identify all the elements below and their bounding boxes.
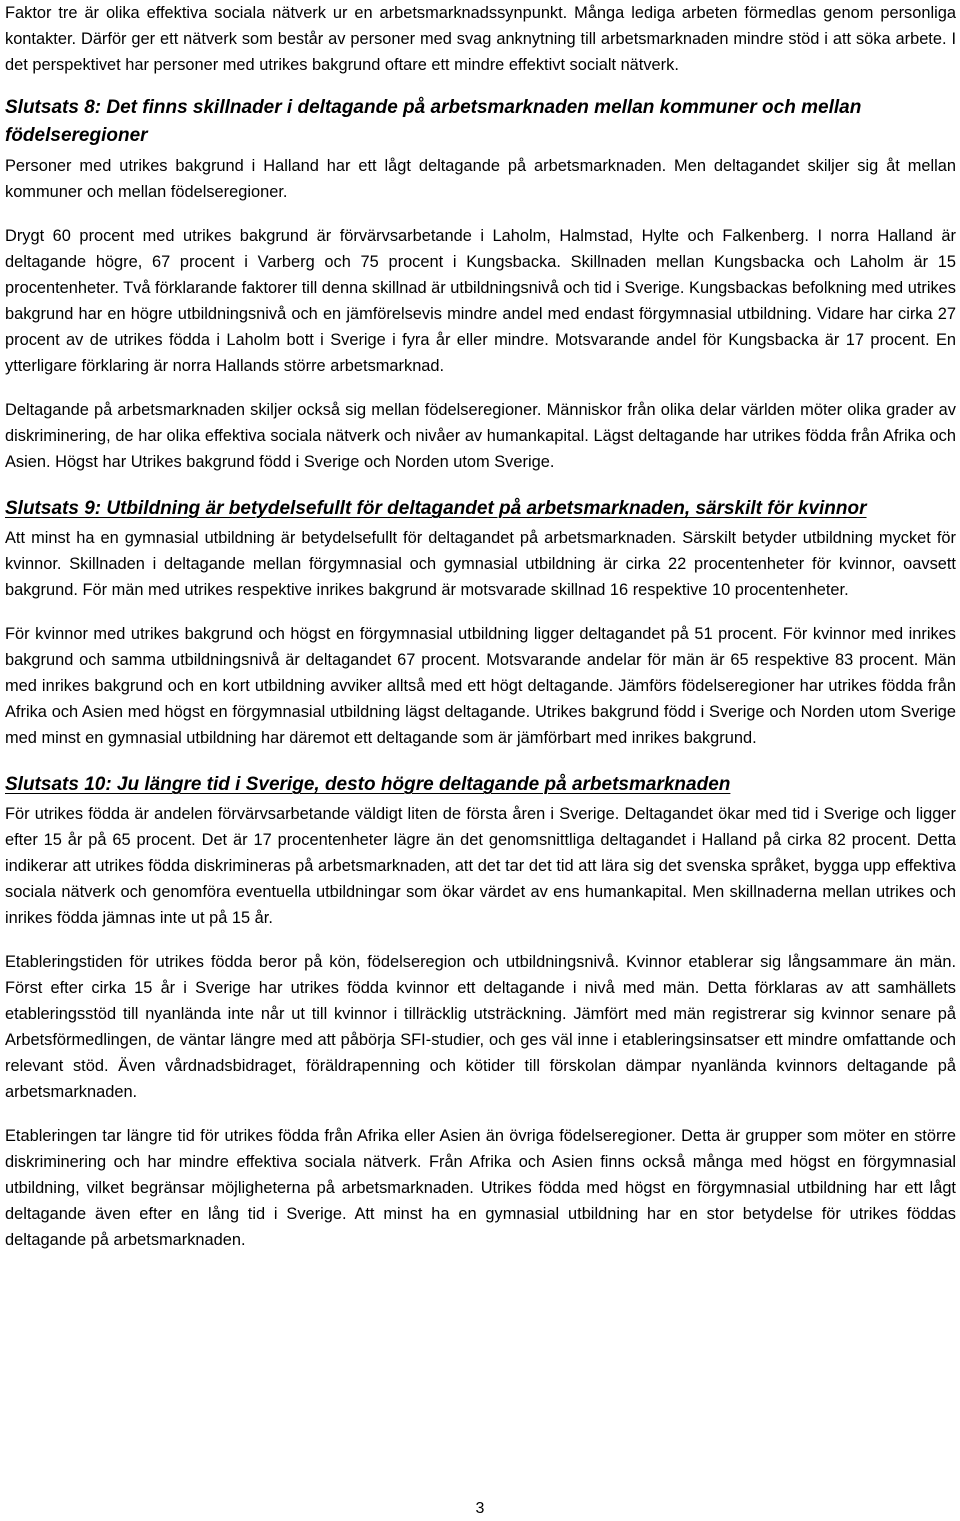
conclusion-8-paragraph-1: Personer med utrikes bakgrund i Halland har ett lågt deltagande på arbetsmarknaden. Men deltagandet skiljer sig åt mellan kommuner och mellan födelseregioner.: [5, 157, 956, 201]
conclusion-10-paragraph-1: För utrikes födda är andelen förvärvsarbetande väldigt liten de första åren i Sverige. Deltagandet ökar med tid i Sverige och ligger efter 15 år på 65 procent. Det är 17 procentenheter lägre än det genomsnittliga deltagandet i Halland på cirka 82 procent. Detta indikerar att utrikes födda diskrimineras på arbetsmarknaden, att det tar det tid att lära sig det svenska språket, bygga upp effektiva sociala nätverk och genomföra eventuella utbildningar som ökar värdet av ens humankapital. Men skillnaderna mellan utrikes och inrikes födda jämnas inte ut på 15 år.: [5, 805, 956, 927]
page-number: 3: [475, 1500, 485, 1517]
conclusion-9-paragraph-1: Att minst ha en gymnasial utbildning är betydelsefullt för deltagandet på arbetsmarknaden. Särskilt betyder utbildning mycket för kvinnor. Skillnaden i deltagande mellan förgymnasial och gymnasial utbildning är cirka 22 procentenheter för kvinnor, oavsett bakgrund. För män med utrikes respektive inrikes bakgrund är motsvarade skillnad 16 respektive 10 procentenheter.: [5, 529, 956, 599]
conclusion-9-paragraph-2: För kvinnor med utrikes bakgrund och högst en förgymnasial utbildning ligger deltagandet på 51 procent. För kvinnor med inrikes bakgrund och samma utbildningsnivå är deltagandet 67 procent. Motsvarande andelar för män är 65 respektive 83 procent. Män med inrikes bakgrund och en kort utbildning avviker alltså med ett högt deltagande. Jämförs födelseregioner har utrikes födda från Afrika och Asien med högst en förgymnasial utbildning lägst deltagande. Utrikes bakgrund född i Sverige och Norden utom Sverige med minst en gymnasial utbildning har däremot ett deltagande som är jämförbart med inrikes bakgrund.: [5, 625, 956, 747]
conclusion-10-paragraph-2: Etableringstiden för utrikes födda beror på kön, födelseregion och utbildningsnivå. Kvinnor etablerar sig långsammare än män. Först efter cirka 15 år i Sverige har utrikes födda kvinnor ett deltagande i nivå med män. Detta förklaras av att samhällets etableringsstöd till nyanlända inte når ut till kvinnor i tillräcklig utsträckning. Jämfört med män registrerar sig kvinnor senare på Arbetsförmedlingen, de väntar längre med att påbörja SFI-studier, och ges väl inne i etableringsinsatser ett mindre omfattande och relevant stöd. Även vårdnadsbidraget, föräldrapenning och kötider till förskolan dämpar nyanlända kvinnors deltagande på arbetsmarknaden.: [5, 953, 956, 1101]
conclusion-8-heading: Slutsats 8: Det finns skillnader i deltagande på arbetsmarknaden mellan kommuner och mellan födelseregioner: [5, 97, 862, 146]
conclusion-8-paragraph-2: Drygt 60 procent med utrikes bakgrund är förvärvsarbetande i Laholm, Halmstad, Hylte och Falkenberg. I norra Halland är deltagande högre, 67 procent i Varberg och 75 procent i Kungsbacka. Skillnaden mellan Kungsbacka och Laholm är 15 procentenheter. Två förklarande faktorer till denna skillnad är utbildningsnivå och tid i Sverige. Kungsbackas befolkning med utrikes bakgrund har en högre utbildningsnivå och en jämförelsevis mindre andel med endast förgymnasial utbildning. Vidare har cirka 27 procent av de utrikes födda i Laholm bott i Sverige i fyra år eller mindre. Motsvarande andel för Kungsbacka är 17 procent. En ytterligare förklaring är norra Hallands större arbetsmarknad.: [5, 227, 956, 375]
conclusion-10-paragraph-3: Etableringen tar längre tid för utrikes födda från Afrika eller Asien än övriga födelseregioner. Detta är grupper som möter en större diskriminering och har mindre effektiva sociala nätverk. Från Afrika och Asien finns också många med högst en förgymnasial utbildning, vilket begränsar möjligheterna på arbetsmarknaden. Utrikes födda med högst en förgymnasial utbildning har ett lågt deltagande även efter en lång tid i Sverige. Att minst ha en gymnasial utbildning har en stor betydelse för utrikes föddas deltagande på arbetsmarknaden.: [5, 1127, 956, 1249]
conclusion-8-paragraph-3: Deltagande på arbetsmarknaden skiljer också sig mellan födelseregioner. Människor från olika delar världen möter olika grader av diskriminering, de har olika effektiva sociala nätverk och nivåer av humankapital. Lägst deltagande har utrikes födda från Afrika och Asien. Högst har Utrikes bakgrund född i Sverige och Norden utom Sverige.: [5, 401, 956, 471]
document-page: [5, 0, 956, 1253]
conclusion-9-heading: Slutsats 9: Utbildning är betydelsefullt för deltagandet på arbetsmarknaden, särskilt för kvinnor: [5, 498, 867, 519]
conclusion-10-heading: Slutsats 10: Ju längre tid i Sverige, desto högre deltagande på arbetsmarknaden: [5, 774, 731, 795]
intro-paragraph: Faktor tre är olika effektiva sociala nätverk ur en arbetsmarknadssynpunkt. Många lediga arbeten förmedlas genom personliga kontakter. Därför ger ett nätverk som består av personer med svag anknytning till arbetsmarknaden mindre stöd i att söka arbete. I det perspektivet har personer med utrikes bakgrund oftare ett mindre effektivt socialt nätverk.: [5, 4, 956, 74]
